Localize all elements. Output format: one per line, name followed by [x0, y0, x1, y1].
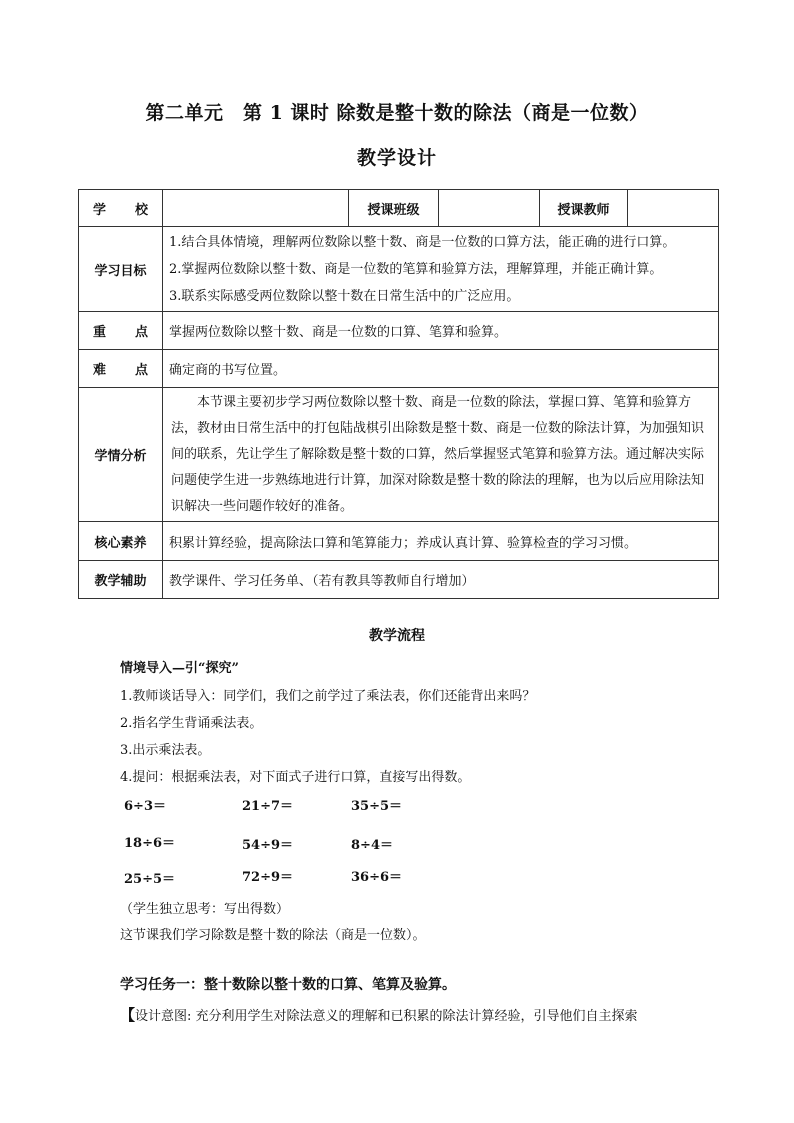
key-point-value: 掌握两位数除以整十数、商是一位数的口算、笔算和验算。 [163, 312, 719, 350]
goals-value [163, 227, 719, 312]
calc-item: 72÷9＝ [242, 870, 294, 885]
difficulty-row [79, 350, 719, 388]
key-point-label: 重 点 [79, 312, 163, 350]
teaching-aid-row [79, 561, 719, 599]
flow-step: 3.出示乘法表。 [120, 743, 211, 758]
class-value[interactable] [439, 190, 540, 227]
goals-label: 学习目标 [79, 227, 163, 312]
lesson-subtitle: 教学设计 [356, 147, 437, 169]
flow-step: 2.指名学生背诵乘法表。 [120, 716, 263, 731]
teacher-label: 授课教师 [540, 190, 628, 227]
calc-item: 35÷5＝ [351, 799, 403, 814]
key-point-row [79, 312, 719, 350]
flow-step: 1.教师谈话导入：同学们，我们之前学过了乘法表，你们还能背出来吗？ [120, 689, 536, 704]
teaching-aid-value: 教学课件、学习任务单、（若有教具等教师自行增加） [163, 561, 719, 599]
calc-item: 8÷4＝ [351, 838, 393, 853]
flow-step: 4.提问：根据乘法表，对下面式子进行口算，直接写出得数。 [120, 770, 471, 785]
goal-item: 3.联系实际感受两位数除以整十数在日常生活中的广泛应用。 [169, 288, 520, 304]
analysis-label: 学情分析 [79, 388, 163, 522]
goal-item: 2.掌握两位数除以整十数、商是一位数的笔算和验算方法，理解算理，并能正确计算。 [169, 261, 663, 277]
analysis-row [79, 388, 719, 522]
calc-item: 36÷6＝ [351, 870, 403, 885]
difficulty-label: 难 点 [79, 350, 163, 388]
intent-bracket: 【 [120, 1006, 136, 1024]
flow-summary: 这节课我们学习除数是整十数的除法（商是一位数）。 [120, 928, 426, 943]
calc-item: 54÷9＝ [242, 838, 294, 853]
difficulty-value: 确定商的书写位置。 [163, 350, 719, 388]
design-intent [120, 1004, 638, 1025]
lesson-title: 第二单元 第 1 课时 除数是整十数的除法（商是一位数） [145, 102, 649, 124]
school-row [79, 190, 719, 227]
teaching-aid-label: 教学辅助 [79, 561, 163, 599]
analysis-value [163, 388, 719, 522]
school-value[interactable] [163, 190, 349, 227]
school-label: 学 校 [79, 190, 163, 227]
flow-title: 教学流程 [369, 628, 425, 644]
core-literacy-label: 核心素养 [79, 522, 163, 561]
analysis-text: 本节课主要初步学习两位数除以整十数、商是一位数的除法，掌握口算、笔算和验算方法，教材由日常生活中的打包陆战棋引出除数是整十数、商是一位数的除法计算，为加强知识间的联系，先让学生了解除数是整十数的口算，然后掌握竖式笔算和验算方法。通过解决实际问题使学生进一步熟练地进行计算，加深对除数是整十数的除法的理解，也为以后应用除法知识解决一些问题作较好的准备。 [171, 394, 705, 514]
core-literacy-row [79, 522, 719, 561]
flow-subtitle: 情境导入—引“探究” [120, 661, 239, 676]
task1-title: 学习任务一：整十数除以整十数的口算、笔算及验算。 [120, 977, 456, 993]
calc-item: 6÷3＝ [124, 799, 166, 814]
class-label: 授课班级 [349, 190, 439, 227]
calc-item: 25÷5＝ [124, 872, 176, 887]
flow-note: （学生独立思考：写出得数） [120, 902, 290, 917]
goal-item: 1.结合具体情境，理解两位数除以整十数、商是一位数的口算方法，能正确的进行口算。 [169, 234, 676, 250]
lesson-info-table [78, 189, 719, 599]
teacher-value[interactable] [628, 190, 719, 227]
calc-item: 21÷7＝ [242, 799, 294, 814]
intent-text: 设计意图: 充分利用学生对除法意义的理解和已积累的除法计算经验，引导他们自主探索 [135, 1009, 638, 1024]
goals-row [79, 227, 719, 312]
core-literacy-value: 积累计算经验，提高除法口算和笔算能力；养成认真计算、验算检查的学习习惯。 [163, 522, 719, 561]
calc-item: 18÷6＝ [124, 836, 176, 851]
